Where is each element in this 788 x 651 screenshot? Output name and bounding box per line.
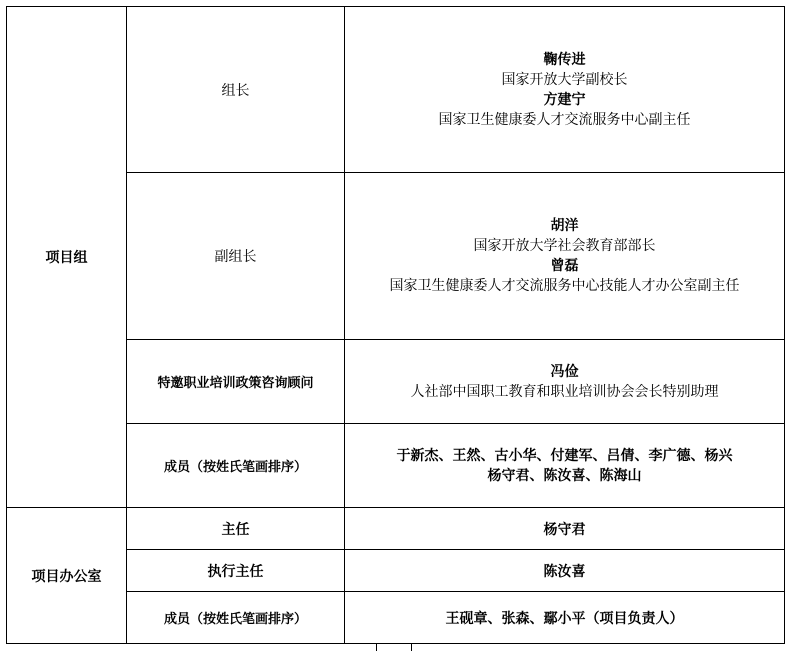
role-label-executive-director: 执行主任 bbox=[127, 550, 345, 592]
role-people-deputy-leader bbox=[345, 173, 785, 340]
role-label-members: 成员（按姓氏笔画排序） bbox=[127, 424, 345, 508]
person-title: 人社部中国职工教育和职业培训协会会长特别助理 bbox=[410, 383, 719, 400]
role-label-office-members: 成员（按姓氏笔画排序） bbox=[127, 592, 345, 644]
role-value-director: 杨守君 bbox=[345, 508, 785, 550]
table-continuation-stub bbox=[376, 644, 412, 651]
role-people-leader bbox=[345, 7, 785, 173]
role-value-office-members: 王砚章、张森、鄢小平（项目负责人） bbox=[345, 592, 785, 644]
project-org-table bbox=[6, 6, 785, 644]
members-line: 杨守君、陈汝喜、陈海山 bbox=[487, 467, 642, 484]
person-name: 冯俭 bbox=[550, 363, 579, 380]
role-label-director: 主任 bbox=[127, 508, 345, 550]
role-people-members bbox=[345, 424, 785, 508]
person-title: 国家卫生健康委人才交流服务中心技能人才办公室副主任 bbox=[389, 278, 740, 294]
row-group-leader bbox=[7, 7, 785, 173]
group-label-project-team: 项目组 bbox=[7, 7, 127, 508]
person-name: 鞠传进 bbox=[543, 51, 586, 68]
role-value-executive-director: 陈汝喜 bbox=[345, 550, 785, 592]
role-people-advisor bbox=[345, 340, 785, 424]
row-office-director bbox=[7, 508, 785, 550]
person-title: 国家卫生健康委人才交流服务中心副主任 bbox=[438, 111, 691, 128]
person-name: 曾磊 bbox=[550, 258, 579, 274]
person-title: 国家开放大学社会教育部部长 bbox=[473, 238, 656, 254]
group-label-project-office: 项目办公室 bbox=[7, 508, 127, 644]
person-title: 国家开放大学副校长 bbox=[501, 71, 628, 88]
role-label-deputy-leader: 副组长 bbox=[127, 173, 345, 340]
role-label-leader: 组长 bbox=[127, 7, 345, 173]
person-name: 胡洋 bbox=[550, 218, 579, 234]
members-line: 于新杰、王然、古小华、付建军、吕倩、李广德、杨兴 bbox=[396, 447, 733, 464]
role-label-advisor: 特邀职业培训政策咨询顾问 bbox=[127, 340, 345, 424]
person-name: 方建宁 bbox=[543, 91, 586, 108]
